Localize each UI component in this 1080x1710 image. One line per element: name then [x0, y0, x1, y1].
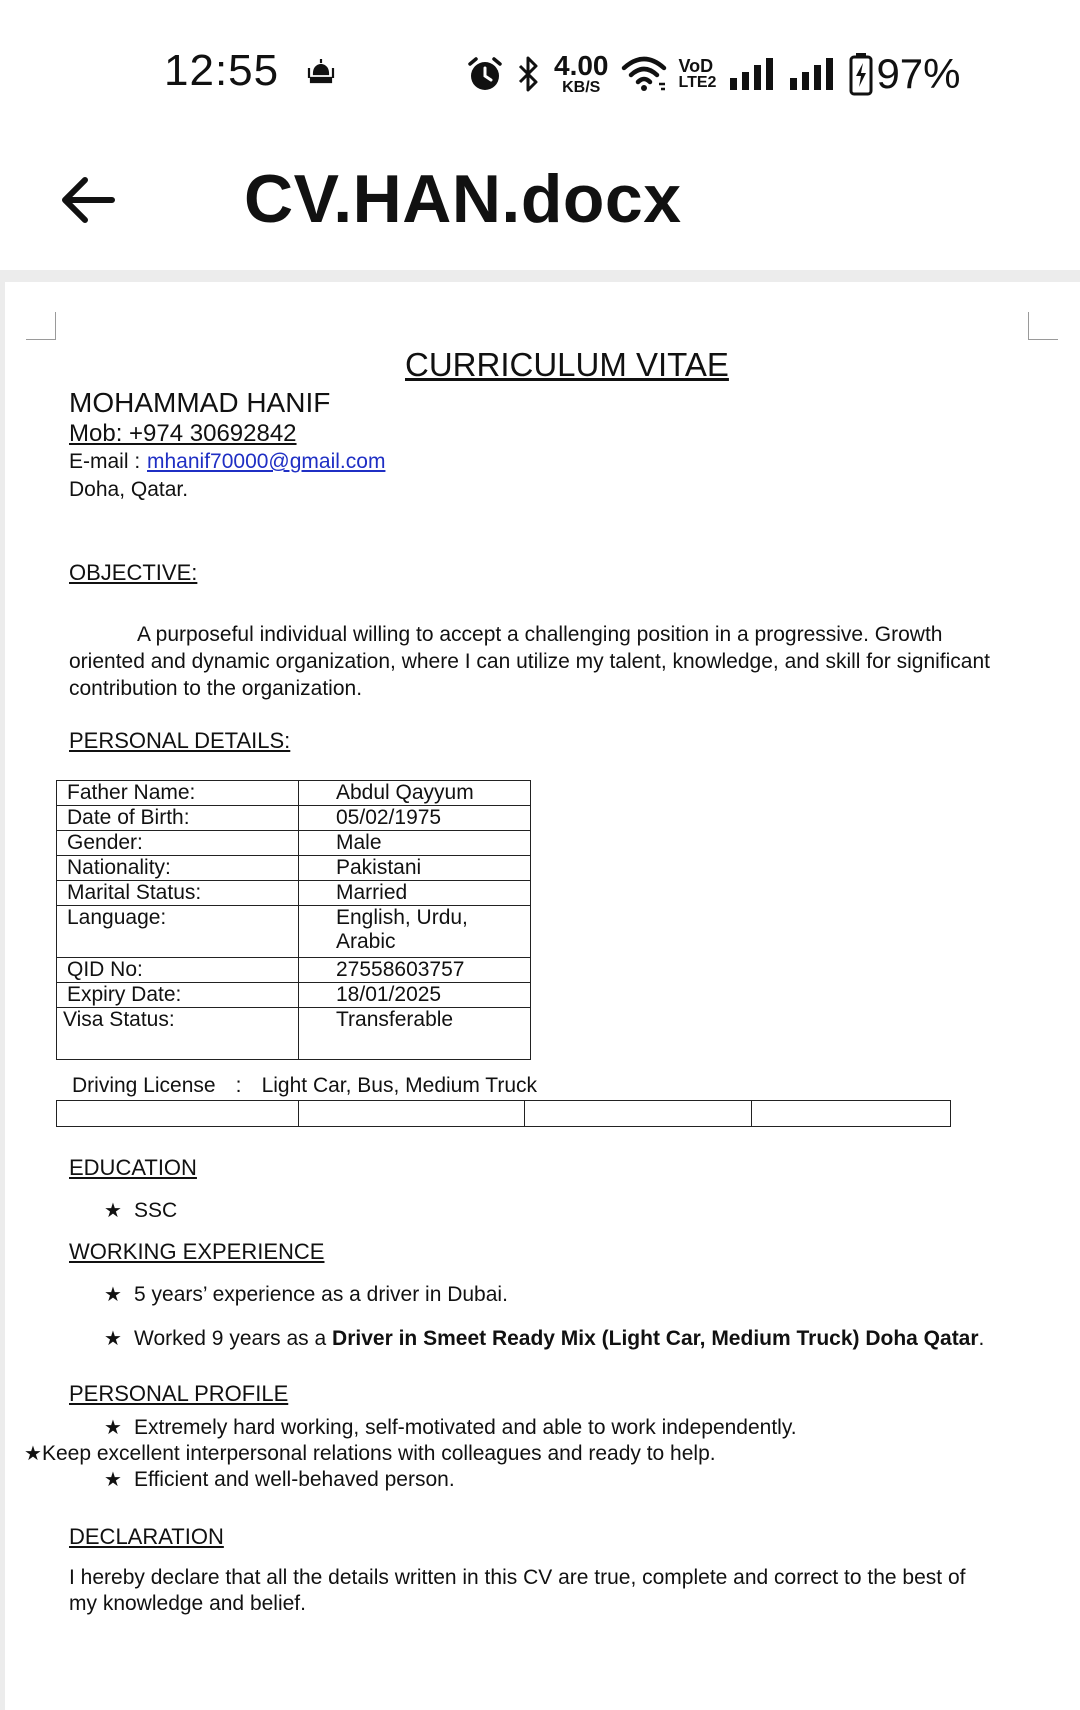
- list-item: [104, 1415, 797, 1440]
- profile-item: Efficient and well-behaved person.: [134, 1468, 455, 1491]
- detail-value: Transferable: [299, 1008, 531, 1060]
- experience-item-employer: Driver in Smeet Ready Mix (Light Car, Medium Truck) Doha Qatar: [332, 1327, 979, 1350]
- net-speed-value: 4.00: [554, 50, 609, 81]
- personal-details-table: [56, 780, 531, 1060]
- detail-value: Male: [299, 831, 531, 856]
- personal-profile-heading: PERSONAL PROFILE: [69, 1381, 289, 1406]
- profile-item: Keep excellent interpersonal relations with colleagues and ready to help.: [42, 1442, 716, 1465]
- detail-value: Abdul Qayyum: [299, 781, 531, 806]
- detail-value: 18/01/2025: [299, 983, 531, 1008]
- crop-mark: [26, 312, 56, 340]
- detail-value: 27558603757: [299, 958, 531, 983]
- table-row: [57, 958, 531, 983]
- table-row: [57, 983, 531, 1008]
- volte-top: VoD: [678, 56, 714, 76]
- detail-value: [299, 906, 531, 958]
- table-row: [57, 1008, 531, 1060]
- star-bullet-icon: ★: [104, 1417, 122, 1439]
- declaration-heading: DECLARATION: [69, 1524, 224, 1549]
- location: Doha, Qatar.: [69, 478, 189, 501]
- candidate-name: MOHAMMAD HANIF: [69, 387, 331, 418]
- table-row: [57, 856, 531, 881]
- empty-cell: [525, 1101, 752, 1127]
- detail-label: Expiry Date:: [57, 983, 299, 1008]
- driving-license-value: Light Car, Bus, Medium Truck: [261, 1074, 538, 1097]
- detail-label: Date of Birth:: [57, 806, 299, 831]
- detail-value-text: English, Urdu, Arabic: [336, 906, 468, 953]
- star-bullet-icon: ★: [104, 1200, 122, 1222]
- declaration-text: I hereby declare that all the details written in this CV are true, complete and correct to the best of my knowledge and belief.: [69, 1566, 966, 1615]
- wifi-icon: [621, 54, 667, 94]
- objective-heading: OBJECTIVE:: [69, 560, 198, 585]
- star-bullet-icon: ★: [104, 1469, 122, 1491]
- table-row: [57, 806, 531, 831]
- star-bullet-icon: ★: [104, 1284, 122, 1306]
- volte-bottom: LTE2: [678, 74, 717, 91]
- objective-text: A purposeful individual willing to accept a challenging position in a progressive. Growth oriented and dynamic organization, where I can utilize my talent, knowledge, and skill for significant contribution to the organization.: [69, 623, 990, 700]
- crop-mark: [1028, 312, 1058, 340]
- detail-label: QID No:: [57, 958, 299, 983]
- table-row: [57, 906, 531, 958]
- education-heading: EDUCATION: [69, 1155, 197, 1180]
- working-experience-heading: WORKING EXPERIENCE: [69, 1239, 325, 1264]
- table-row: [57, 881, 531, 906]
- empty-table-row: [56, 1100, 951, 1127]
- driving-license: [72, 1074, 537, 1098]
- detail-label: Visa Status:: [57, 1008, 299, 1060]
- experience-item-prefix: Worked 9 years as a: [134, 1327, 333, 1350]
- list-item: [104, 1198, 177, 1223]
- signal-icon: [728, 56, 776, 92]
- detail-value: Pakistani: [299, 856, 531, 881]
- list-item: [104, 1326, 984, 1351]
- education-item: SSC: [134, 1199, 178, 1222]
- list-item: [104, 1467, 455, 1492]
- battery-percent: 97%: [876, 50, 961, 97]
- status-bar: [0, 0, 1080, 120]
- star-bullet-icon: ★: [24, 1443, 42, 1465]
- email-label: E-mail :: [69, 450, 141, 473]
- profile-item: Extremely hard working, self-motivated and able to work independently.: [134, 1416, 797, 1439]
- personal-details-heading: PERSONAL DETAILS:: [69, 728, 291, 753]
- app-bar: [0, 120, 1080, 270]
- mobile-number: Mob: +974 30692842: [69, 420, 297, 447]
- signal-icon: [788, 56, 836, 92]
- detail-label: Gender:: [57, 831, 299, 856]
- empty-cell: [752, 1101, 951, 1127]
- volte-indicator: [679, 57, 717, 91]
- detail-value: Married: [299, 881, 531, 906]
- experience-item-suffix: .: [978, 1327, 985, 1350]
- driving-license-separator: :: [235, 1074, 242, 1097]
- back-button[interactable]: [52, 170, 122, 230]
- alarm-icon: [466, 55, 504, 93]
- table-row: [57, 1101, 951, 1127]
- driving-license-label: Driving License: [72, 1074, 216, 1097]
- status-time: 12:55: [164, 46, 280, 95]
- battery-charging-icon: [848, 52, 874, 96]
- empty-cell: [299, 1101, 525, 1127]
- email-link[interactable]: mhanif70000@gmail.com: [147, 450, 386, 473]
- cv-heading: CURRICULUM VITAE: [405, 346, 729, 383]
- arrow-left-icon: [57, 175, 117, 225]
- detail-label: Language:: [57, 906, 299, 958]
- document-title: CV.HAN.docx: [244, 161, 682, 237]
- list-item: [104, 1282, 508, 1307]
- experience-item: 5 years’ experience as a driver in Dubai.: [134, 1283, 508, 1306]
- detail-label: Marital Status:: [57, 881, 299, 906]
- mosque-icon: [306, 56, 336, 86]
- detail-label: Father Name:: [57, 781, 299, 806]
- star-bullet-icon: ★: [104, 1328, 122, 1350]
- detail-value: 05/02/1975: [299, 806, 531, 831]
- status-icons: [466, 48, 961, 100]
- empty-cell: [57, 1101, 299, 1127]
- detail-label: Nationality:: [57, 856, 299, 881]
- network-speed: [554, 52, 609, 96]
- table-row: [57, 781, 531, 806]
- bluetooth-icon: [516, 54, 542, 94]
- net-speed-unit: KB/S: [562, 79, 601, 96]
- list-item: [24, 1441, 716, 1466]
- table-row: [57, 831, 531, 856]
